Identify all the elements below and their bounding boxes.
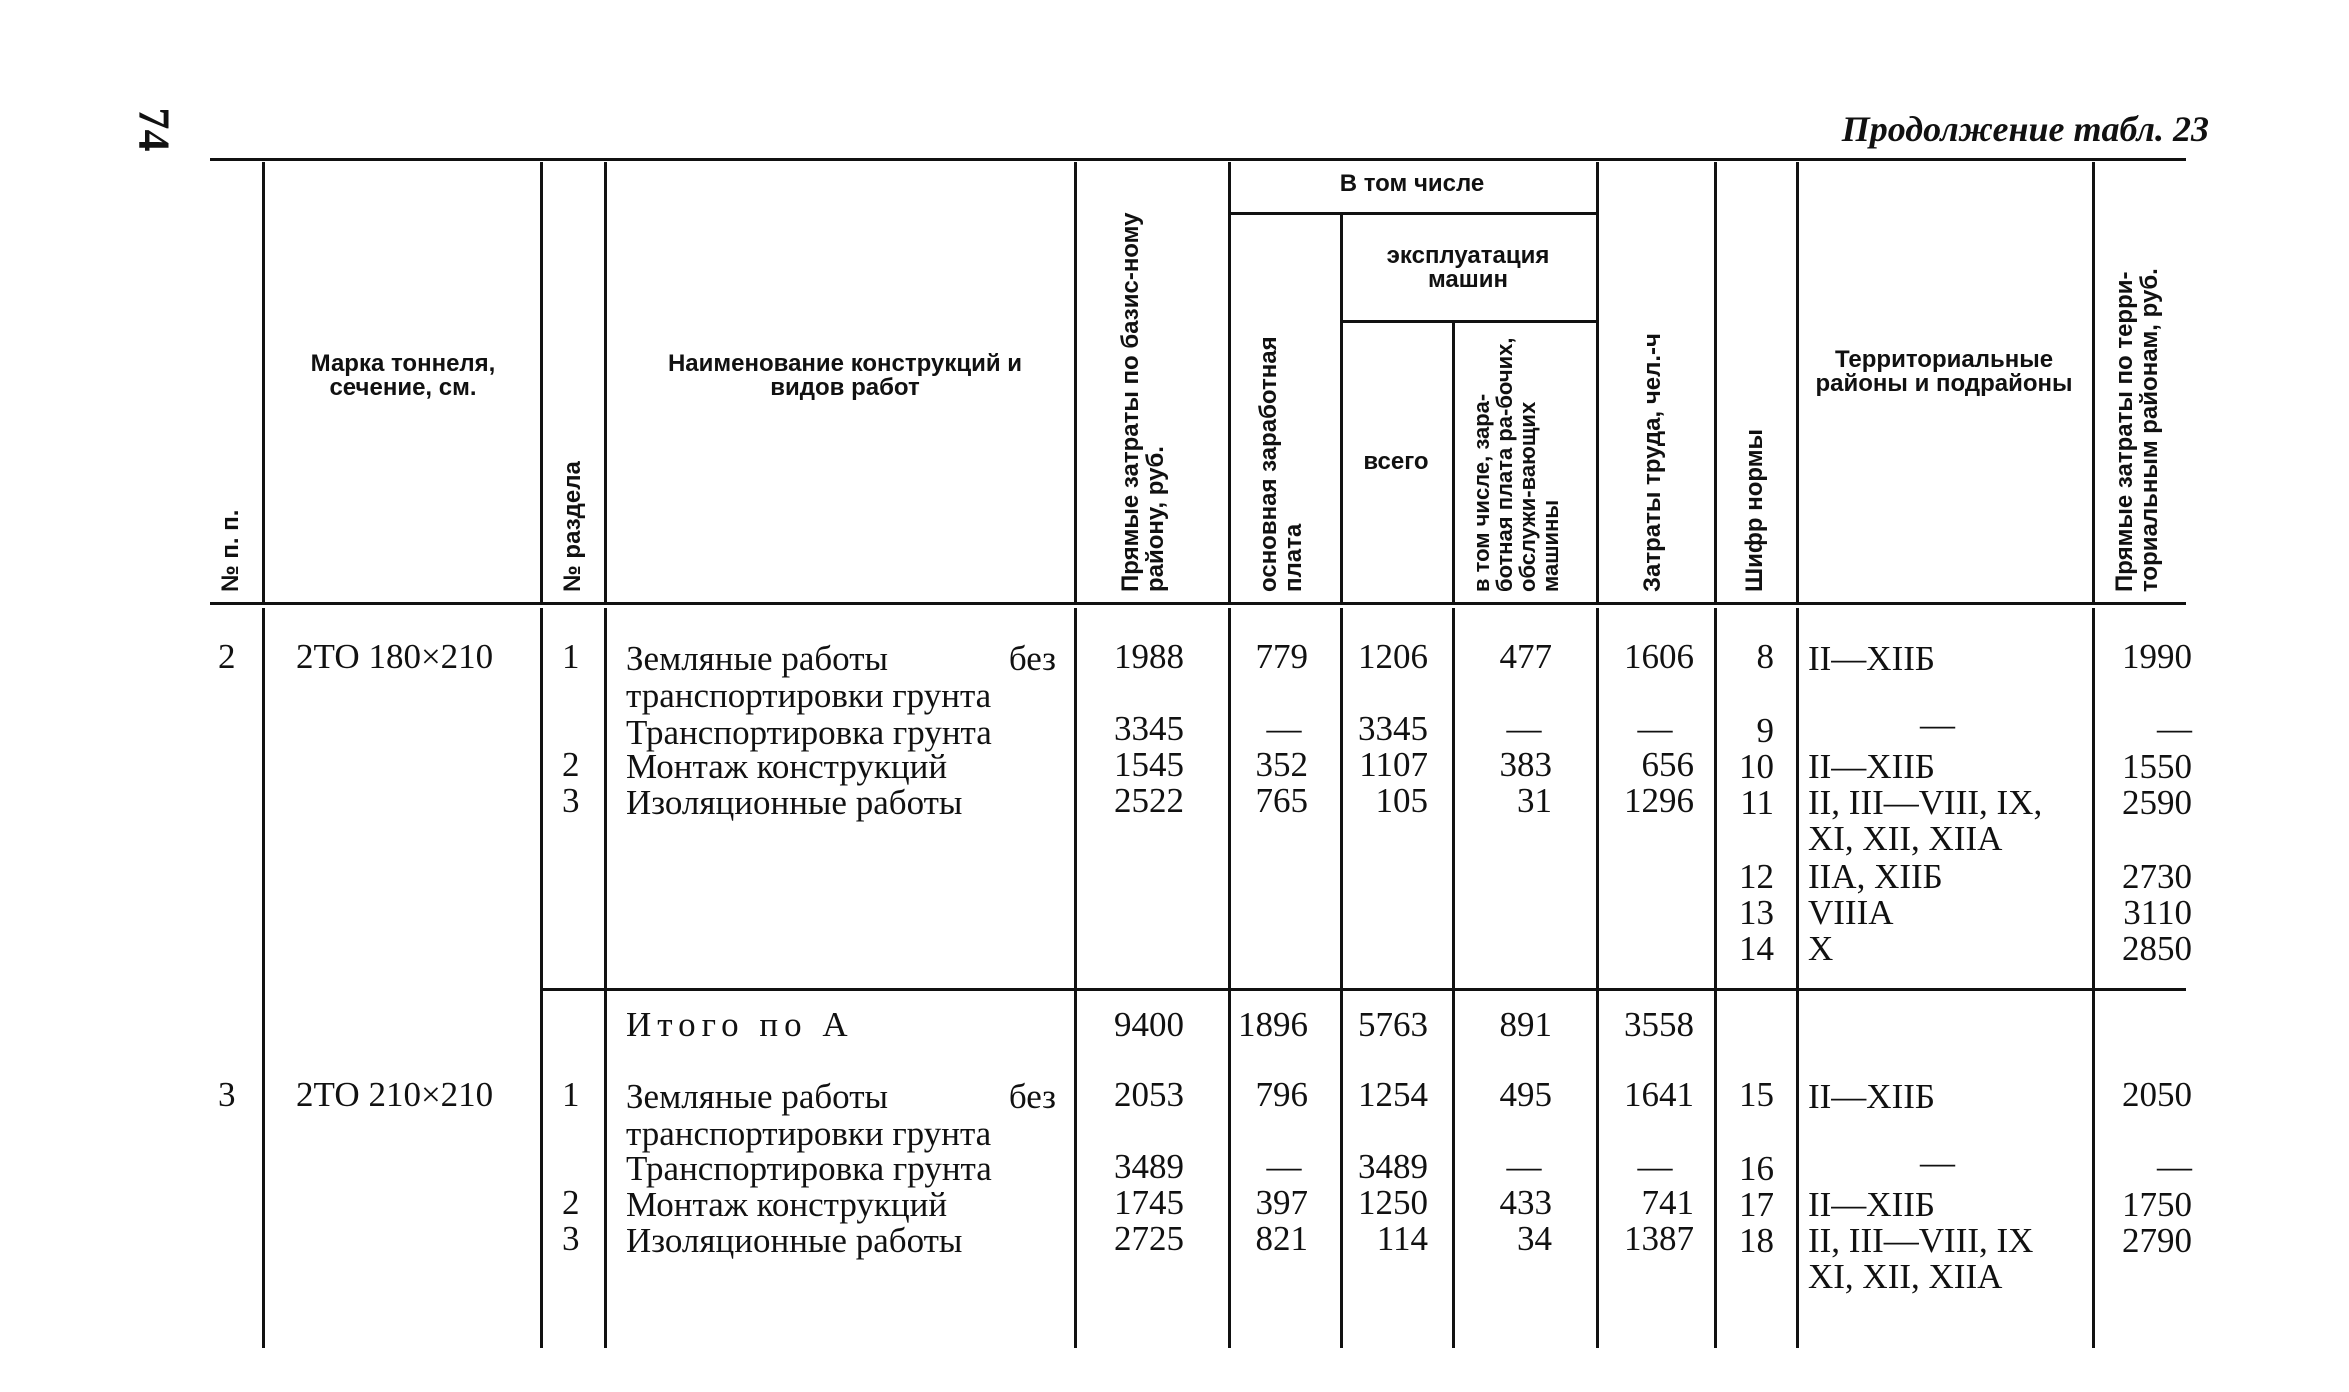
continuation-caption: Продолжение табл. 23 xyxy=(1841,109,2209,149)
operation-pay: 383 xyxy=(1499,745,1552,784)
col-line-5 xyxy=(1228,162,1231,602)
operation-pay: 34 xyxy=(1517,1219,1552,1258)
direct-cost: 2522 xyxy=(1114,781,1184,820)
labor-cost: 1296 xyxy=(1624,781,1694,820)
body-line-5 xyxy=(1228,608,1231,1348)
section-num: 2 xyxy=(562,745,580,784)
subtotal-basic: 1896 xyxy=(1238,1005,1308,1044)
basic-pay: 821 xyxy=(1255,1219,1308,1258)
basic-pay: 796 xyxy=(1255,1075,1308,1114)
direct-cost: 1745 xyxy=(1114,1183,1184,1222)
header-incl-pay: в том числе, зара-ботная плата ра-бочих, обслужи-вающих машины xyxy=(1469,337,1564,592)
region-cost: 2050 xyxy=(2122,1075,2192,1114)
region-cost: 1990 xyxy=(2122,637,2192,676)
norm-code: 14 xyxy=(1739,929,1774,968)
region: II, III—VIII, IX xyxy=(1808,1221,2034,1260)
labor-cost: 741 xyxy=(1641,1183,1694,1222)
norm-code: 17 xyxy=(1739,1185,1774,1224)
region-cost: 1550 xyxy=(2122,747,2192,786)
region: — xyxy=(1920,705,1955,744)
labor-cost: 656 xyxy=(1641,745,1694,784)
header-incl: В том числе xyxy=(1339,170,1485,197)
col-line-8 xyxy=(1596,162,1599,602)
body-line-2 xyxy=(540,608,543,1348)
col-line-9 xyxy=(1714,162,1717,602)
header-regions: Территориальные районы и подрайоны xyxy=(1815,346,2073,397)
operation-total: 1107 xyxy=(1359,745,1428,784)
work-name: Монтаж конструкций xyxy=(626,747,948,786)
norm-code: 10 xyxy=(1739,747,1774,786)
region: VIIIА xyxy=(1808,893,1894,932)
labor-cost: — xyxy=(1637,709,1673,748)
subtotal-labor: 3558 xyxy=(1624,1005,1694,1044)
operation-pay: 495 xyxy=(1499,1075,1552,1114)
direct-cost: 3489 xyxy=(1114,1147,1184,1186)
operation-total: 1206 xyxy=(1358,637,1428,676)
region: II—XIIБ xyxy=(1808,1185,1935,1224)
header-bottom-rule xyxy=(210,602,2186,605)
body-line-7 xyxy=(1452,608,1455,1348)
operation-total: 114 xyxy=(1376,1219,1428,1258)
body-line-3 xyxy=(604,608,607,1348)
basic-pay: 397 xyxy=(1255,1183,1308,1222)
operation-pay: 433 xyxy=(1499,1183,1552,1222)
norm-code: 9 xyxy=(1756,711,1774,750)
section-num: 3 xyxy=(562,781,580,820)
header-num: № п. п. xyxy=(217,509,244,592)
operation-total: 1250 xyxy=(1358,1183,1428,1222)
labor-cost: — xyxy=(1637,1147,1673,1186)
operation-pay: 477 xyxy=(1499,637,1552,676)
header-section: № раздела xyxy=(559,461,586,592)
subtotal-operation: 5763 xyxy=(1358,1005,1428,1044)
operation-total: 3489 xyxy=(1358,1147,1428,1186)
body-line-10 xyxy=(1796,608,1799,1348)
region: II—XIIБ xyxy=(1808,1077,1935,1116)
region: II—XIIБ xyxy=(1808,747,1935,786)
group-num: 2 xyxy=(218,637,236,676)
col-line-11 xyxy=(2092,162,2095,602)
work-name: Монтаж конструкций xyxy=(626,1185,948,1224)
norm-code: 18 xyxy=(1739,1221,1774,1260)
basic-pay: — xyxy=(1266,709,1302,748)
labor-cost: 1641 xyxy=(1624,1075,1694,1114)
direct-cost: 3345 xyxy=(1114,709,1184,748)
norm-code: 8 xyxy=(1756,637,1774,676)
region: II—XIIБ xyxy=(1808,639,1935,678)
region: X xyxy=(1808,929,1834,968)
header-total: всего xyxy=(1363,448,1429,475)
group-num: 3 xyxy=(218,1075,236,1114)
direct-cost: 1545 xyxy=(1114,745,1184,784)
body-line-4 xyxy=(1074,608,1077,1348)
col-line-4 xyxy=(1074,162,1077,602)
norm-code: 11 xyxy=(1740,783,1774,822)
direct-cost: 2053 xyxy=(1114,1075,1184,1114)
col-line-3 xyxy=(604,162,607,602)
body-line-6 xyxy=(1340,608,1343,1348)
col-line-1 xyxy=(262,162,265,602)
subtotal-rule xyxy=(540,988,2186,991)
header-direct: Прямые затраты по базис-ному району, руб. xyxy=(1117,212,1170,592)
work-name: Транспортировка грунта xyxy=(626,1149,992,1188)
subtotal-label: Итого по А xyxy=(626,1005,854,1044)
header-labor: Затраты труда, чел.-ч xyxy=(1639,333,1666,592)
operation-pay: — xyxy=(1506,709,1542,748)
operation-total: 3345 xyxy=(1358,709,1428,748)
operation-total: 1254 xyxy=(1358,1075,1428,1114)
region-cost: 2790 xyxy=(2122,1221,2192,1260)
region-cost: — xyxy=(2157,709,2192,748)
basic-pay: 352 xyxy=(1255,745,1308,784)
direct-cost: 1988 xyxy=(1114,637,1184,676)
top-rule xyxy=(210,158,2186,161)
region-cost: 2590 xyxy=(2122,783,2192,822)
region: XI, XII, XIIА xyxy=(1808,819,2003,858)
tunnel-mark: 2ТО 210×210 xyxy=(296,1075,494,1114)
operation-rule xyxy=(1340,320,1596,323)
col-line-6 xyxy=(1340,214,1343,602)
subtotal-direct: 9400 xyxy=(1114,1005,1184,1044)
basic-pay: 779 xyxy=(1255,637,1308,676)
norm-code: 13 xyxy=(1739,893,1774,932)
basic-pay: — xyxy=(1266,1147,1302,1186)
tunnel-mark: 2ТО 180×210 xyxy=(296,637,494,676)
region: — xyxy=(1920,1143,1955,1182)
header-norm: Шифр нормы xyxy=(1741,429,1768,592)
work-name: Земляные работы без транспортировки грунта xyxy=(626,639,1056,715)
section-num: 3 xyxy=(562,1219,580,1258)
header-name: Наименование конструкций и видов работ xyxy=(667,350,1023,401)
work-name: Транспортировка грунта xyxy=(626,713,992,752)
operation-pay: 31 xyxy=(1517,781,1552,820)
region-cost: 2730 xyxy=(2122,857,2192,896)
norm-code: 16 xyxy=(1739,1149,1774,1188)
norm-code: 15 xyxy=(1739,1075,1774,1114)
col-line-10 xyxy=(1796,162,1799,602)
section-num: 1 xyxy=(562,637,580,676)
basic-pay: 765 xyxy=(1255,781,1308,820)
labor-cost: 1387 xyxy=(1624,1219,1694,1258)
section-num: 1 xyxy=(562,1075,580,1114)
operation-total: 105 xyxy=(1375,781,1428,820)
work-name: Изоляционные работы xyxy=(626,1221,963,1260)
header-reg-direct: Прямые затраты по терри-ториальным районам, руб. xyxy=(2111,268,2164,592)
region-cost: 1750 xyxy=(2122,1185,2192,1224)
page-number: 74 xyxy=(129,107,179,152)
direct-cost: 2725 xyxy=(1114,1219,1184,1258)
section-num: 2 xyxy=(562,1183,580,1222)
col-line-2 xyxy=(540,162,543,602)
region: IIА, XIIБ xyxy=(1808,857,1943,896)
col-line-7 xyxy=(1452,322,1455,602)
work-name: Изоляционные работы xyxy=(626,783,963,822)
region: XI, XII, XIIА xyxy=(1808,1257,2003,1296)
subtotal-operation-pay: 891 xyxy=(1499,1005,1552,1044)
header-mark: Марка тоннеля, сечение, см. xyxy=(310,350,496,401)
operation-pay: — xyxy=(1506,1147,1542,1186)
region-cost: 2850 xyxy=(2122,929,2192,968)
labor-cost: 1606 xyxy=(1624,637,1694,676)
body-line-8 xyxy=(1596,608,1599,1348)
work-name: Земляные работы без транспортировки грунта xyxy=(626,1077,1056,1153)
header-basic-pay: основная заработная плата xyxy=(1255,336,1308,592)
region-cost: 3110 xyxy=(2123,893,2192,932)
header-operation: эксплуатация машин xyxy=(1386,242,1550,293)
incl-rule xyxy=(1228,212,1596,215)
norm-code: 12 xyxy=(1739,857,1774,896)
body-line-11 xyxy=(2092,608,2095,1348)
body-line-1 xyxy=(262,608,265,1348)
region-cost: — xyxy=(2157,1147,2192,1186)
region: II, III—VIII, IX, xyxy=(1808,783,2043,822)
